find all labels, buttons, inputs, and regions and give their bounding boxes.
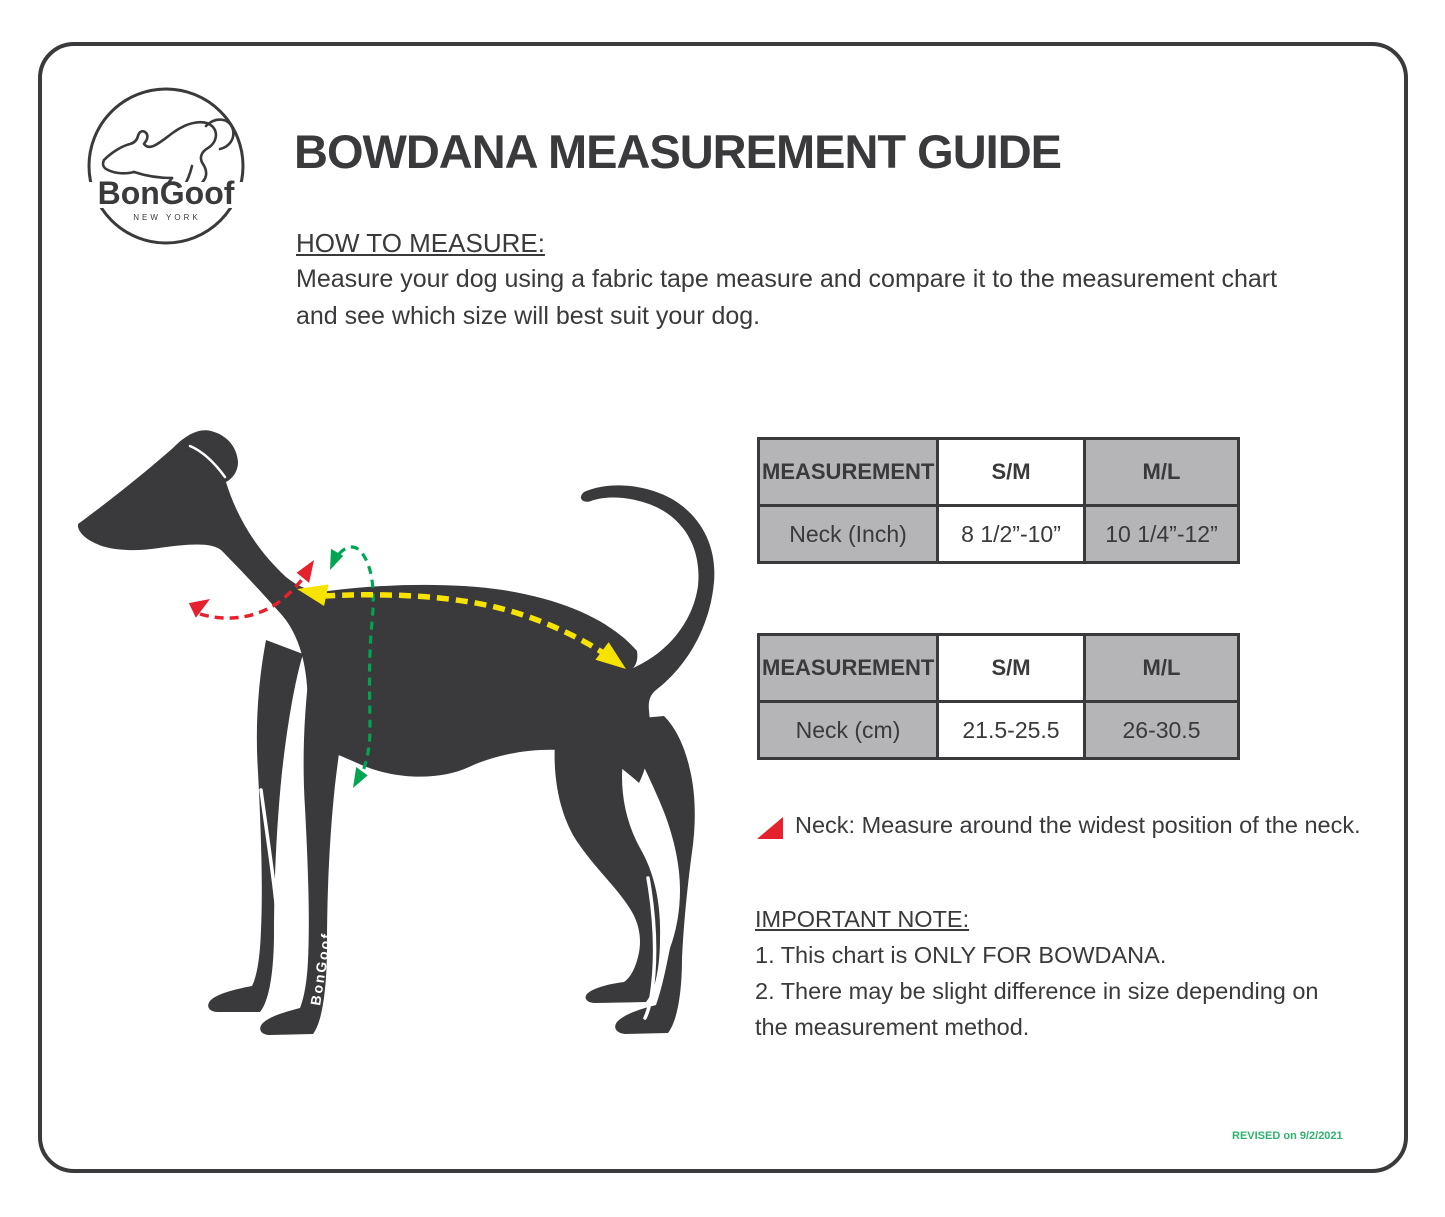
important-note-line-3: the measurement method. xyxy=(755,1014,1030,1040)
row-label-neck-cm: Neck (cm) xyxy=(759,702,938,759)
dog-front-leg-near xyxy=(208,640,303,1012)
neck-inch-ml-value: 10 1/4”-12” xyxy=(1085,506,1239,563)
neck-note-text: Neck: Measure around the widest position of the neck. xyxy=(795,812,1361,838)
size-table-inch xyxy=(757,437,1240,564)
how-to-measure-body xyxy=(296,261,1277,335)
neck-inch-sm-value: 8 1/2”-10” xyxy=(938,506,1085,563)
dog-leg-brand-text: BonGoof xyxy=(307,931,335,1007)
important-note-heading: IMPORTANT NOTE: xyxy=(755,906,970,932)
logo-city-text: NEW YORK xyxy=(133,213,201,222)
page-title: BOWDANA MEASUREMENT GUIDE xyxy=(294,125,1062,178)
neck-cm-ml-value: 26-30.5 xyxy=(1085,702,1239,759)
neck-cm-sm-value: 21.5-25.5 xyxy=(938,702,1085,759)
size-table-cm xyxy=(757,633,1240,760)
col-header-sm: S/M xyxy=(938,635,1085,702)
col-header-measurement: MEASUREMENT xyxy=(759,439,938,506)
row-label-neck-inch: Neck (Inch) xyxy=(759,506,938,563)
how-to-measure-line-2: and see which size will best suit your dog. xyxy=(296,302,761,330)
table-header-row xyxy=(759,635,1239,702)
neck-note xyxy=(757,812,1361,839)
col-header-measurement: MEASUREMENT xyxy=(759,635,938,702)
dog-measurement-diagram xyxy=(60,420,740,1060)
col-header-sm: S/M xyxy=(938,439,1085,506)
red-arrowhead-top xyxy=(296,556,321,583)
important-note-line-1: 1. This chart is ONLY FOR BOWDANA. xyxy=(755,942,1167,968)
revised-date-text: REVISED on 9/2/2021 xyxy=(1232,1130,1343,1142)
col-header-ml: M/L xyxy=(1085,439,1239,506)
logo-brand-text: BonGoof xyxy=(97,175,235,211)
red-triangle-icon xyxy=(757,817,783,839)
important-note xyxy=(755,901,1319,1045)
how-to-measure-line-1: Measure your dog using a fabric tape measure and compare it to the measurement chart xyxy=(296,265,1278,293)
important-note-line-2: 2. There may be slight difference in size depending on xyxy=(755,978,1319,1004)
how-to-measure-heading: HOW TO MEASURE: xyxy=(296,228,545,258)
table-row xyxy=(759,702,1239,759)
table-row xyxy=(759,506,1239,563)
bongoof-logo xyxy=(86,84,246,248)
table-header-row xyxy=(759,439,1239,506)
green-arrowhead-bottom xyxy=(347,767,369,791)
col-header-ml: M/L xyxy=(1085,635,1239,702)
